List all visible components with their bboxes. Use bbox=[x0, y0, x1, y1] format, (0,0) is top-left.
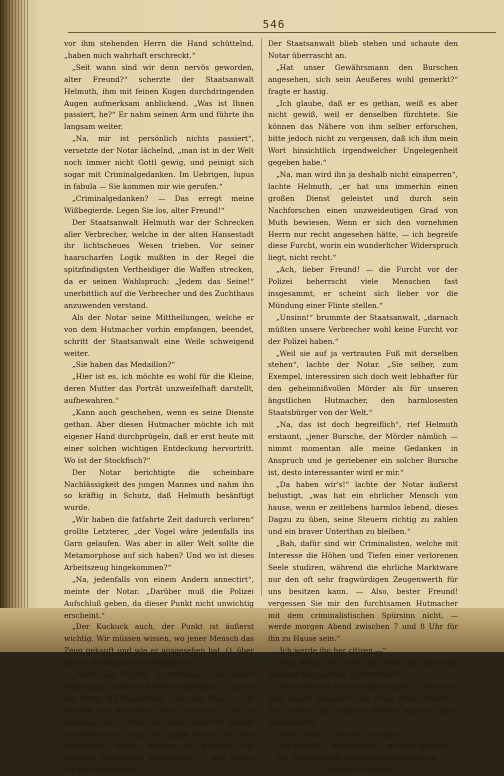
paragraph: „Ach, lieber Freund! — die Furcht vor der Polizei beherrscht viele Menschen fast insgesammt, er scheint sich lieber vor die Mündung einer Flinte stellen.“ bbox=[268, 265, 458, 310]
paragraph: „Seit wann sind wir denn nervös geworden, alter Freund?“ scherzte der Staatsanwalt Helmuth, ihm mit feinen Kugen durchdringenden Augen aufmerksam anblickend. „Was ist Ihnen passiert, he?“ Er nahm seinen Arm und führte ihn langsam weiter. bbox=[64, 62, 254, 132]
paragraph: „Na, jedenfalls von einem Andern annectirt“, meinte der Notar. „Darüber muß die Polizei Aufschluß geben, da dieser Punkt nicht unwichtig erscheint.“ bbox=[64, 574, 254, 620]
paragraph: „Ich glaube, daß er es gethan, weiß es aber nicht gewiß, weil er denselben fürchtete. Sie können das Nähere von ihm selber erforschen, bitte jedoch nicht zu vergessen, daß ich ihm mein Wort hinsichtlich irgendwelcher Ungelegenheit gegeben habe.“ bbox=[268, 98, 458, 168]
right-text-column bbox=[268, 38, 458, 775]
paragraph: Der Staatsanwalt blickte ihn erschreckt an. bbox=[276, 753, 439, 763]
header-rule bbox=[68, 32, 496, 33]
paragraph: „Hat unser Gewährsmann den Burschen angesehen, sich sein Aeußeres wohl gemerkt?“ fragte er hastig. bbox=[268, 62, 458, 96]
paragraph: „Na, das ist doch begreiflich“, rief Helmuth erstaunt, „jener Bursche, der Mörder nämlich — nimmt momentan alle meine Gedanken in Anspruch und je geriebener ein solcher Bursche ist, desto interessanter wird er mir.“ bbox=[268, 420, 458, 477]
page-number: 546 bbox=[262, 18, 286, 31]
document-page bbox=[50, 18, 498, 775]
paragraph: Der Notar berichtigte die scheinbare Nachlässigkeit des jungen Mannes und nahm ihn so kräftig in Schutz, daß Helmuth besänftigt wurde. bbox=[64, 467, 254, 513]
paragraph: „Da haben wir's!“ lachte der Notar äußerst belustigt, „was hat ein ehrlicher Mensch von hause, wenn er zeitlebens harmlos lebend, dieses Dagzu zu üben, seine Steuern richtig zu zahlen und ein braver Unterthan zu bleiben.“ bbox=[268, 479, 458, 537]
paragraph: „Bah, dafür sind wir Criminalisten, welche mit Interesse die Höhen und Tiefen einer verlorenen Seele studiren, während die ehrliche Marktware nur den oft sehr fragwürdigen Zeugenwerth für uns besitzen kann. — Also, bester Freund! vergessen Sie mir den furchtsamen Hutmacher mit dem criminalistischen Spürsinn nicht, — werde morgen Abend zwischen 7 und 8 Uhr für ihn zu Hause sein.“ bbox=[268, 539, 458, 644]
paragraph: „Sie ist todt — erschossen — im Duell gefallen.“ bbox=[276, 741, 456, 751]
paragraph: „Na, man wird ihn ja deshalb nicht einsperren“, lachte Helmuth, „er hat uns immerhin einen großen Dienst geleistet und durch sein Nachforschen einen unzweideutigen Grad von Muth bewiesen. Wenn er sich den vornehmen Herrn nur recht angesehen hätte, — ich begreife diese Furcht, worin ein wunderlicher Widerspruch liegt, nicht recht.“ bbox=[268, 169, 458, 263]
paragraph: „Ich werde ihn her citiren —“ bbox=[276, 646, 387, 656]
left-text-column bbox=[64, 38, 254, 775]
paragraph: Als der Notar seine Mittheilungen, welche er von dem Hutmacher vorhin empfangen, beendet, schritt der Staatsanwalt eine Weile schweigend weiter. bbox=[64, 312, 254, 358]
paragraph: „Criminalgedanken? — Das erregt meine Wißbegierde. Legen Sie los, alter Freund!“ bbox=[64, 193, 254, 215]
column-divider bbox=[261, 38, 262, 596]
paragraph: „Hier ist es, ich möchte es wohl für die Kleine, deren Mutter das Porträt unzweifelhaft darstellt, aufbewahren.“ bbox=[64, 372, 254, 406]
paragraph: „Gut, gehen Sie noch ein wenig mit mir oder kommen Sie nachher in den Club?“ bbox=[268, 658, 458, 680]
paragraph: „Na, mir ist persönlich nichts passiert“, versetzte der Notar lächelnd, „man ist in der Welt noch immer nicht Gottl gewig, und peinigt sich sogar mit Criminalgedanken. Im Uebrigen, lupus in fabula — Sie kommen mir wie gerufen.“ bbox=[64, 134, 254, 191]
paragraph: „Sie haben das Medaillon?“ bbox=[72, 360, 176, 370]
paragraph: „Will sehen, ob ich's möglich mache. — Apropos, eine zweite Neuigkeit, die junge Gräfin Altorf — Sie wissen, die frühere Wittwe unseres alten Nonnenburg — bbox=[268, 681, 458, 727]
page-stack-edges bbox=[0, 0, 30, 652]
paragraph: „Unsinn!“ brummte der Staatsanwalt, „darnach müßten unsere Verbrecher wohl keine Furcht vor der Polizei haben.“ bbox=[268, 312, 458, 346]
paragraph: „Nach dem Porträt zu urtheilen, muß unser Mann ganz anderen Kreisen angehören“, sprach der Notar mit Nachdruck, „und das Kind. — Sie werden sich desselben doch erinnern, — ist zu ebenfalls und schön, um dem niederen Stande entsprossen zu sein. Ich sagte Ihnen von dem vornehmen Herrn, welcher so plötzlich bei unserem Hutmacher aufgetaucht, — was halten Sie von demselben?“ bbox=[64, 670, 254, 775]
paragraph: Der Staatsanwalt Helmuth war der Schrecken aller Verbrecher, welche in der alten Hansestadt ihr lichtscheues Wesen trieben. Vor seiner haarscharfen Logik mußten in der Regel die spitzfindigsten Vertheidiger die Waffen strecken, da er seinen Wahlspruch: „Jedem das Seine!“ unerbittlich auf die Verbrecher und des Zuchthaus anzuwenden verstand. bbox=[64, 217, 254, 310]
paragraph: vor ihm stehenden Herrn die Hand schüttelnd, „haben mich wahrhaft erschreckt.“ bbox=[64, 39, 254, 60]
continuation-note: (Fortsetzung folgt.) bbox=[326, 765, 400, 775]
paragraph: „Weil sie auf ja vertrauten Fuß mit derselben stehen“, lachte der Notar. „Sie selber, zum Exempel, interessiren sich doch weit lebhafter für den geheimnißvollen Mörder als für unseren ängstlichen Hutmacher, den harmlosesten Staatsbürger von der Welt.“ bbox=[268, 348, 458, 418]
paragraph: Der Staatsanwalt blieb stehen und schaute den Notar überrascht an. bbox=[268, 39, 458, 60]
paragraph: „Kann auch geschehen, wenn es seine Dienste gethan. Aber diesen Hutmacher möchte ich mit eigener Hand durchprügeln, daß er erst heute mit einer solchen wichtigen Entdeckung hervortritt. Wo ist der Stockfisch?“ bbox=[64, 408, 254, 465]
paragraph: „Wir haben die fatfahrte Zeit dadurch verloren“ grollte Letzterer, „der Vogel wäre jedenfalls ins Garn gelaufen. Was aber in aller Welt sollte die Metamorphose auf sich haben? Und wo ist dieses Arbeitszeug hingekommen?“ bbox=[64, 515, 254, 572]
paragraph: „Der Kuckuck auch, der Punkt ist äußerst wichtig. Wir müssen wissen, wo jener Mensch das Zeug gekauft und wie er ausgesehen hat. O, über diesen Dummkopf von Hutmacher!“ bbox=[64, 622, 254, 668]
paragraph: „Weiß, weiß, — was ist's mit der?“ bbox=[276, 729, 404, 739]
